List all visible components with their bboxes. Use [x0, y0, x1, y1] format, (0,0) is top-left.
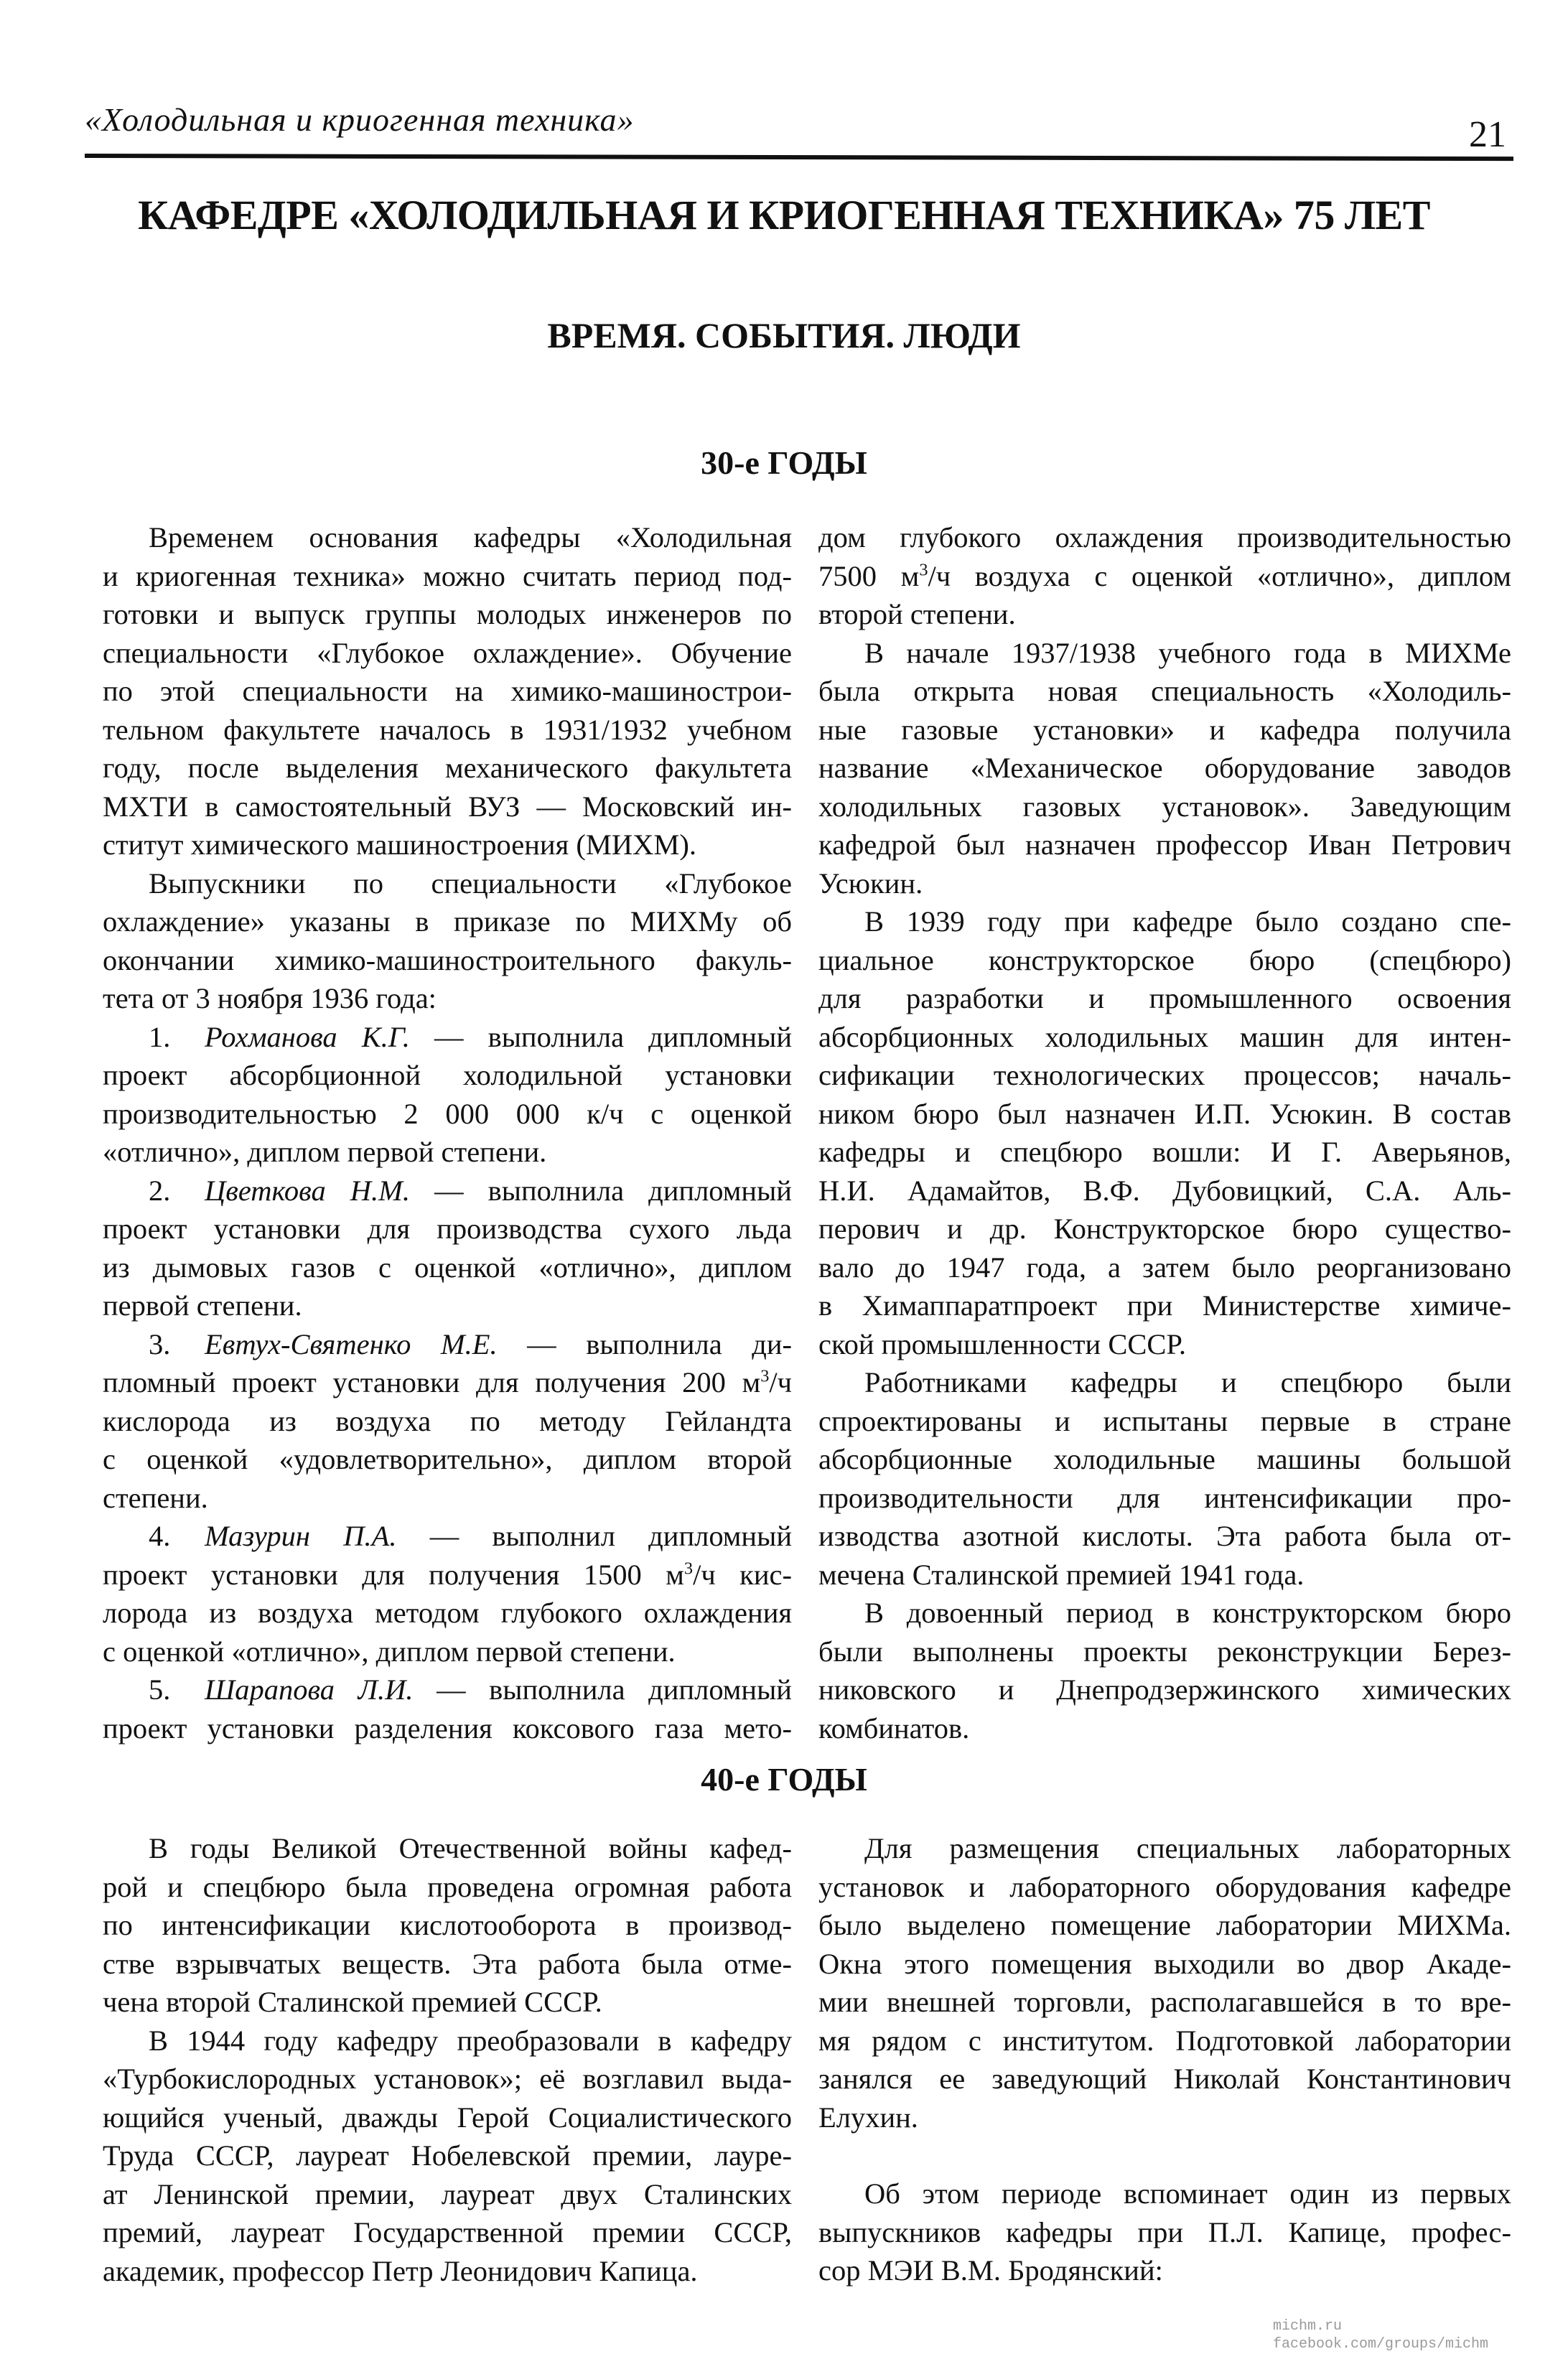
article-title: КАФЕДРЕ «ХОЛОДИЛЬНАЯ И КРИОГЕННАЯ ТЕХНИКА» 75 ЛЕТ	[138, 192, 1430, 238]
paragraph-gap	[818, 2136, 1511, 2175]
text-line: с оценкой «отлично», диплом первой степени.	[103, 1635, 676, 1668]
text-line: холодильных газовых установок». Заведующим	[818, 790, 1511, 823]
text-line: лорода из воздуха методом глубокого охлаждения	[103, 1597, 792, 1629]
section-heading-30s: 30-е ГОДЫ	[701, 444, 867, 481]
graduate-name: Евтух-Святенко М.Е.	[205, 1327, 498, 1360]
text-line: «Турбокислородных установок»; её возглавил выда-	[103, 2063, 792, 2095]
text-line: специальности «Глубокое охлаждение». Обучение	[103, 636, 792, 669]
section-40s-left-column	[103, 1829, 792, 2290]
text-line: дом глубокого охлаждения производительностью	[818, 521, 1511, 554]
graduate-name: Шарапова Л.И.	[205, 1673, 414, 1706]
text-line: степени.	[103, 1481, 208, 1514]
section-40s-right-column	[818, 1829, 1511, 2290]
text-line: готовки и выпуск группы молодых инженеров по	[103, 598, 792, 630]
text-line: выпускников кафедры при П.Л. Капице, профес-	[818, 2215, 1511, 2248]
list-number: 3.	[149, 1327, 171, 1360]
list-item-line: 1. Рохманова К.Г. — выполнила дипломный	[103, 1018, 792, 1057]
text-line: кислорода из воздуха по методу Гейландта	[103, 1404, 792, 1437]
text-line: В годы Великой Отечественной войны кафед-	[149, 1832, 792, 1864]
text-line: Для размещения специальных лабораторных	[864, 1832, 1511, 1864]
list-number: 1.	[149, 1020, 171, 1053]
text-line: Труда СССР, лауреат Нобелевской премии, лауре-	[103, 2139, 792, 2172]
text-line: и криогенная техника» можно считать период под-	[103, 559, 792, 592]
text-line: кафедры и спецбюро вошли: И Г. Аверьянов,	[818, 1136, 1511, 1168]
text-line: проект установки для получения 1500 $м^3/ч$ кис-	[103, 1558, 792, 1591]
text-line: вало до 1947 года, а затем было реорганизовано	[818, 1251, 1511, 1284]
text-line: сор МЭИ В.М. Бродянский:	[818, 2254, 1163, 2287]
header-rule-divider	[85, 154, 1513, 161]
text-line: году, после выделения механического факультета	[103, 752, 792, 784]
article-subtitle: ВРЕМЯ. СОБЫТИЯ. ЛЮДИ	[547, 315, 1021, 355]
text-line: «отлично», диплом первой степени.	[103, 1136, 547, 1168]
list-number: 5.	[149, 1673, 171, 1706]
watermark	[1273, 2317, 1488, 2353]
text-line: Выпускники по специальности «Глубокое	[149, 867, 792, 900]
text-line: В начале 1937/1938 учебного года в МИХМе	[864, 636, 1511, 669]
section-heading-40s: 40-е ГОДЫ	[701, 1761, 867, 1798]
text-line: спроектированы и испытаны первые в стране	[818, 1404, 1511, 1437]
text-line: была открыта новая специальность «Холодиль-	[818, 675, 1511, 707]
text-line: академик, профессор Петр Леонидович Капица.	[103, 2254, 698, 2287]
text-line: название «Механическое оборудование заводов	[818, 752, 1511, 784]
text-line: ститут химического машиностроения (МИХМ).	[103, 828, 696, 861]
text-line: В 1944 году кафедру преобразовали в кафедру	[149, 2024, 792, 2057]
text-line: сификации технологических процессов; началь-	[818, 1059, 1511, 1091]
text-line: занялся ее заведующий Николай Константинович	[818, 2063, 1511, 2095]
text-line: Об этом периоде вспоминает один из первых	[864, 2177, 1511, 2210]
text-line: В довоенный период в конструкторском бюро	[864, 1597, 1511, 1629]
text-line: производительностью 2 000 000 к/ч с оценкой	[103, 1097, 792, 1130]
text-line: ат Ленинской премии, лауреат двух Сталинских	[103, 2177, 792, 2210]
text-line: Усюкин.	[818, 867, 923, 900]
text-line: установок и лабораторного оборудования кафедре	[818, 1870, 1511, 1903]
text-line: циальное конструкторское бюро (спецбюро)	[818, 943, 1511, 976]
text-line: мя рядом с институтом. Подготовкой лаборатории	[818, 2024, 1511, 2057]
text-line: абсорбционные холодильные машины большой	[818, 1443, 1511, 1475]
text-line: проект установки для производства сухого льда	[103, 1213, 792, 1245]
text-line: ные газовые установки» и кафедра получила	[818, 713, 1511, 746]
text-line: по этой специальности на химико-машинострои-	[103, 675, 792, 707]
text-line: кафедрой был назначен профессор Иван Петрович	[818, 828, 1511, 861]
graduate-name: Цветкова Н.М.	[205, 1174, 411, 1207]
text-line: были выполнены проекты реконструкции Берез-	[818, 1635, 1511, 1668]
text-line: проект установки разделения коксового газа мето-	[103, 1711, 792, 1745]
section-30s-right-column	[818, 518, 1511, 1747]
list-item-line: 3. Евтух-Святенко М.Е. — выполнила ди-	[103, 1325, 792, 1364]
section-30s-left-column	[103, 518, 792, 1747]
text-line: с оценкой «удовлетворительно», диплом второй	[103, 1443, 792, 1475]
text-line: окончании химико-машиностроительного факуль-	[103, 943, 792, 976]
graduate-name: Рохманова К.Г.	[205, 1020, 410, 1053]
text-line: тельном факультете началось в 1931/1932 учебном	[103, 713, 792, 746]
text-line: абсорбционных холодильных машин для интен-	[818, 1020, 1511, 1053]
text-line: чена второй Сталинской премией СССР.	[103, 1986, 602, 2018]
text-line: МХТИ в самостоятельный ВУЗ — Московский ин-	[103, 790, 792, 823]
text-line: в Химаппаратпроект при Министерстве химиче-	[818, 1289, 1511, 1322]
text-line: мечена Сталинской премией 1941 года.	[818, 1558, 1305, 1591]
text-line: изводства азотной кислоты. Эта работа была от-	[818, 1520, 1511, 1552]
text-line: Окна этого помещения выходили во двор Акаде-	[818, 1947, 1511, 1980]
text-line: Работниками кафедры и спецбюро были	[864, 1366, 1511, 1398]
text-line: Н.И. Адамайтов, В.Ф. Дубовицкий, С.А. Аль-	[818, 1174, 1511, 1207]
text-line: по интенсификации кислотооборота в производ-	[103, 1909, 792, 1941]
text-line: пломный проект установки для получения 200 $м^3/ч$	[103, 1366, 792, 1398]
text-line: В 1939 году при кафедре было создано спе-	[864, 905, 1511, 938]
text-line: ской промышленности СССР.	[818, 1327, 1186, 1360]
text-line: ющийся ученый, дважды Герой Социалистического	[103, 2101, 792, 2134]
text-line: стве взрывчатых веществ. Эта работа была отме-	[103, 1947, 792, 1980]
text-line: охлаждение» указаны в приказе по МИХМу об	[103, 905, 792, 938]
text-line: комбинатов.	[818, 1711, 970, 1745]
list-item-line: 4. Мазурин П.А. — выполнил дипломный	[103, 1517, 792, 1556]
text-line: премий, лауреат Государственной премии СССР,	[103, 2216, 792, 2248]
text-line: перович и др. Конструкторское бюро существо-	[818, 1213, 1511, 1245]
text-line: Елухин.	[818, 2101, 918, 2134]
graduate-name: Мазурин П.А.	[205, 1520, 397, 1552]
text-line: 7500 $м^3/ч$ воздуха с оценкой «отлично», диплом	[818, 559, 1511, 592]
text-line: первой степени.	[103, 1289, 302, 1322]
running-head-journal-title: «Холодильная и криогенная техника»	[85, 101, 635, 138]
text-line: из дымовых газов с оценкой «отлично», диплом	[103, 1251, 792, 1284]
watermark-site: michm.ru	[1273, 2318, 1343, 2335]
text-line: проект абсорбционной холодильной установки	[103, 1059, 792, 1091]
text-line: ником бюро был назначен И.П. Усюкин. В состав	[818, 1097, 1511, 1130]
list-item-line: 5. Шарапова Л.И. — выполнила дипломный	[103, 1671, 792, 1709]
list-number: 4.	[149, 1520, 171, 1552]
text-line: для разработки и промышленного освоения	[818, 982, 1511, 1014]
text-line: Временем основания кафедры «Холодильная	[149, 521, 792, 554]
text-line: мии внешней торговли, располагавшейся в то вре-	[818, 1986, 1511, 2018]
page-number: 21	[1469, 114, 1506, 155]
list-number: 2.	[149, 1174, 171, 1207]
watermark-group: facebook.com/groups/michm	[1273, 2336, 1489, 2353]
text-line: второй степени.	[818, 598, 1016, 630]
list-item-line: 2. Цветкова Н.М. — выполнила дипломный	[103, 1172, 792, 1210]
text-line: производительности для интенсификации про-	[818, 1481, 1511, 1514]
text-line: рой и спецбюро была проведена огромная работа	[103, 1870, 792, 1903]
text-line: тета от 3 ноября 1936 года:	[103, 982, 437, 1014]
text-line: было выделено помещение лаборатории МИХМа.	[818, 1909, 1511, 1941]
text-line: никовского и Днепродзержинского химических	[818, 1673, 1511, 1706]
